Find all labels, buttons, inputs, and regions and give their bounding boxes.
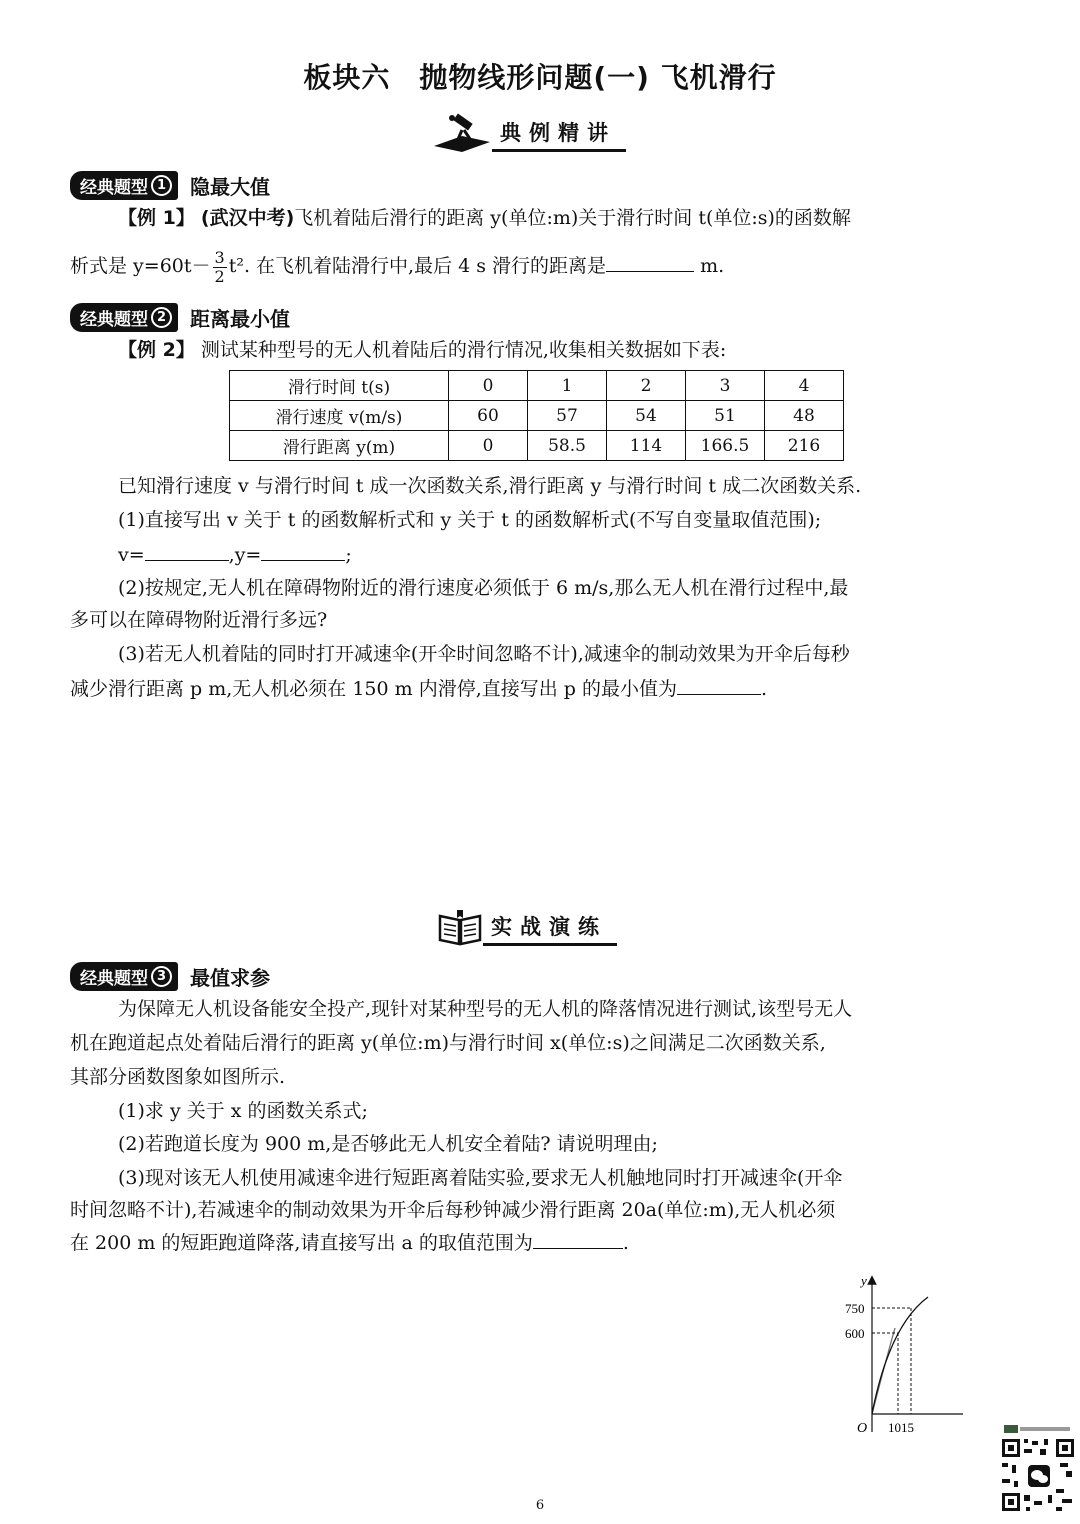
section-banner-practice <box>437 912 617 946</box>
question-type-header <box>70 303 290 332</box>
given-text: 已知滑行速度 v 与滑行时间 t 成一次函数关系,滑行距离 y 与滑行时间 t 成二次函数关系. <box>118 475 862 497</box>
q3-text-line2 <box>70 676 767 701</box>
example-text: t². 在飞机着陆滑行中,最后 4 s 滑行的距离是 <box>228 255 607 277</box>
example-tag: 【例 2】 <box>118 339 195 361</box>
type-badge-number: 2 <box>151 307 172 328</box>
q3-text: 在 200 m 的短距跑道降落,请直接写出 a 的取值范围为 <box>70 1232 533 1254</box>
row-label: 滑行速度 v(m/s) <box>230 401 449 431</box>
type-badge <box>70 303 178 332</box>
parabola-curve <box>872 1297 928 1414</box>
page-number: 6 <box>535 1498 545 1513</box>
type-badge-label: 经典题型 <box>80 310 148 330</box>
ex3-paragraph-line1: 为保障无人机设备能安全投产,现针对某种型号的无人机的降落情况进行测试,该型号无人 <box>118 998 853 1020</box>
example-text: 测试某种型号的无人机着陆后的滑行情况,收集相关数据如下表: <box>200 339 727 361</box>
ex3-q1: (1)求 y 关于 x 的函数关系式; <box>118 1100 368 1122</box>
type-badge <box>70 962 178 991</box>
y-tick-600: 600 <box>845 1326 865 1341</box>
ex3-q2: (2)若跑道长度为 900 m,是否够此无人机安全着陆? 请说明理由; <box>118 1133 658 1155</box>
formula-text: 析式是 y=60t－ <box>70 255 211 277</box>
q1-text: (1)直接写出 v 关于 t 的函数解析式和 y 关于 t 的函数解析式(不写自变量取值范围); <box>118 509 822 531</box>
type-badge-label: 经典题型 <box>80 969 148 989</box>
example1-line2 <box>70 248 724 286</box>
fraction-numerator: 3 <box>214 247 225 267</box>
type-badge-label: 经典题型 <box>80 178 148 198</box>
y-axis-label: y <box>861 1273 867 1288</box>
table-cell: 48 <box>765 401 844 431</box>
row-label: 滑行时间 t(s) <box>230 371 449 401</box>
ex3-q3-line1: (3)现对该无人机使用减速伞进行短距离着陆实验,要求无人机触地同时打开减速伞(开伞 <box>118 1167 843 1189</box>
table-cell: 1 <box>528 371 607 401</box>
punctuation: ; <box>345 544 352 566</box>
section-banner-examples <box>432 118 626 152</box>
type-name: 隐最大值 <box>190 175 270 199</box>
table-cell: 0 <box>449 371 528 401</box>
x-tick-labels: 1015 <box>888 1420 914 1435</box>
ex3-paragraph-line3: 其部分函数图象如图所示. <box>70 1066 286 1088</box>
punctuation: . <box>760 678 768 700</box>
table-cell: 54 <box>607 401 686 431</box>
book-icon <box>437 908 483 946</box>
table-cell: 51 <box>686 401 765 431</box>
answer-label-y: ,y= <box>228 544 262 566</box>
type-name: 距离最小值 <box>190 307 290 331</box>
section-label: 实战演练 <box>483 911 617 946</box>
origin-label: O <box>857 1421 868 1436</box>
answer-blank[interactable] <box>677 676 761 695</box>
table-row <box>230 431 844 461</box>
ex3-q3-line3 <box>70 1230 629 1255</box>
curve-shading <box>872 1328 895 1414</box>
answer-blank[interactable] <box>606 253 694 272</box>
type-badge-number: 1 <box>151 175 172 196</box>
fraction <box>213 249 227 286</box>
example1-line1 <box>118 206 851 230</box>
row-label: 滑行距离 y(m) <box>230 431 449 461</box>
answer-label-v: v= <box>118 544 145 566</box>
type-badge <box>70 171 178 200</box>
telescope-icon <box>432 112 492 152</box>
table-cell: 114 <box>607 431 686 461</box>
ex3-paragraph-line2: 机在跑道起点处着陆后滑行的距离 y(单位:m)与滑行时间 x(单位:s)之间满足二次函数关系, <box>70 1032 826 1054</box>
q1-answer-line <box>118 542 352 567</box>
answer-blank-v[interactable] <box>145 542 229 561</box>
question-type-header <box>70 962 270 991</box>
table-cell: 166.5 <box>686 431 765 461</box>
answer-blank-y[interactable] <box>261 542 345 561</box>
q2-text-line2: 多可以在障碍物附近滑行多远? <box>70 609 328 631</box>
q3-text: 减少滑行距离 p m,无人机必须在 150 m 内滑停,直接写出 p 的最小值为 <box>70 678 677 700</box>
q3-text-line1: (3)若无人机着陆的同时打开减速伞(开伞时间忽略不计),减速伞的制动效果为开伞后每秒 <box>118 643 850 665</box>
table-row <box>230 371 844 401</box>
y-tick-750: 750 <box>845 1301 865 1316</box>
ex3-q3-line2: 时间忽略不计),若减速伞的制动效果为开伞后每秒钟减少滑行距离 20a(单位:m),无人机必须 <box>70 1199 836 1221</box>
table-cell: 2 <box>607 371 686 401</box>
table-row <box>230 401 844 431</box>
table-cell: 57 <box>528 401 607 431</box>
table-cell: 216 <box>765 431 844 461</box>
data-table <box>229 370 844 461</box>
example2-intro <box>118 338 726 362</box>
table-cell: 4 <box>765 371 844 401</box>
q2-text-line1: (2)按规定,无人机在障碍物附近的滑行速度必须低于 6 m/s,那么无人机在滑行过程中,最 <box>118 577 849 599</box>
punctuation: . <box>622 1232 629 1254</box>
table-cell: 58.5 <box>528 431 607 461</box>
example-tag: 【例 1】 <box>118 207 195 229</box>
example-source: (武汉中考) <box>200 207 295 229</box>
table-cell: 60 <box>449 401 528 431</box>
type-name: 最值求参 <box>190 966 270 990</box>
section-label: 典例精讲 <box>492 117 626 152</box>
example-text: m. <box>700 255 725 277</box>
example-text: 飞机着陆后滑行的距离 y(单位:m)关于滑行时间 t(单位:s)的函数解 <box>294 207 851 229</box>
question-type-header <box>70 171 270 200</box>
table-cell: 3 <box>686 371 765 401</box>
fraction-denominator: 2 <box>214 266 225 286</box>
page-title: 板块六 抛物线形问题(一) 飞机滑行 <box>303 61 777 94</box>
table-cell: 0 <box>449 431 528 461</box>
function-graph <box>835 1270 965 1440</box>
answer-blank[interactable] <box>533 1230 623 1249</box>
type-badge-number: 3 <box>151 966 172 987</box>
